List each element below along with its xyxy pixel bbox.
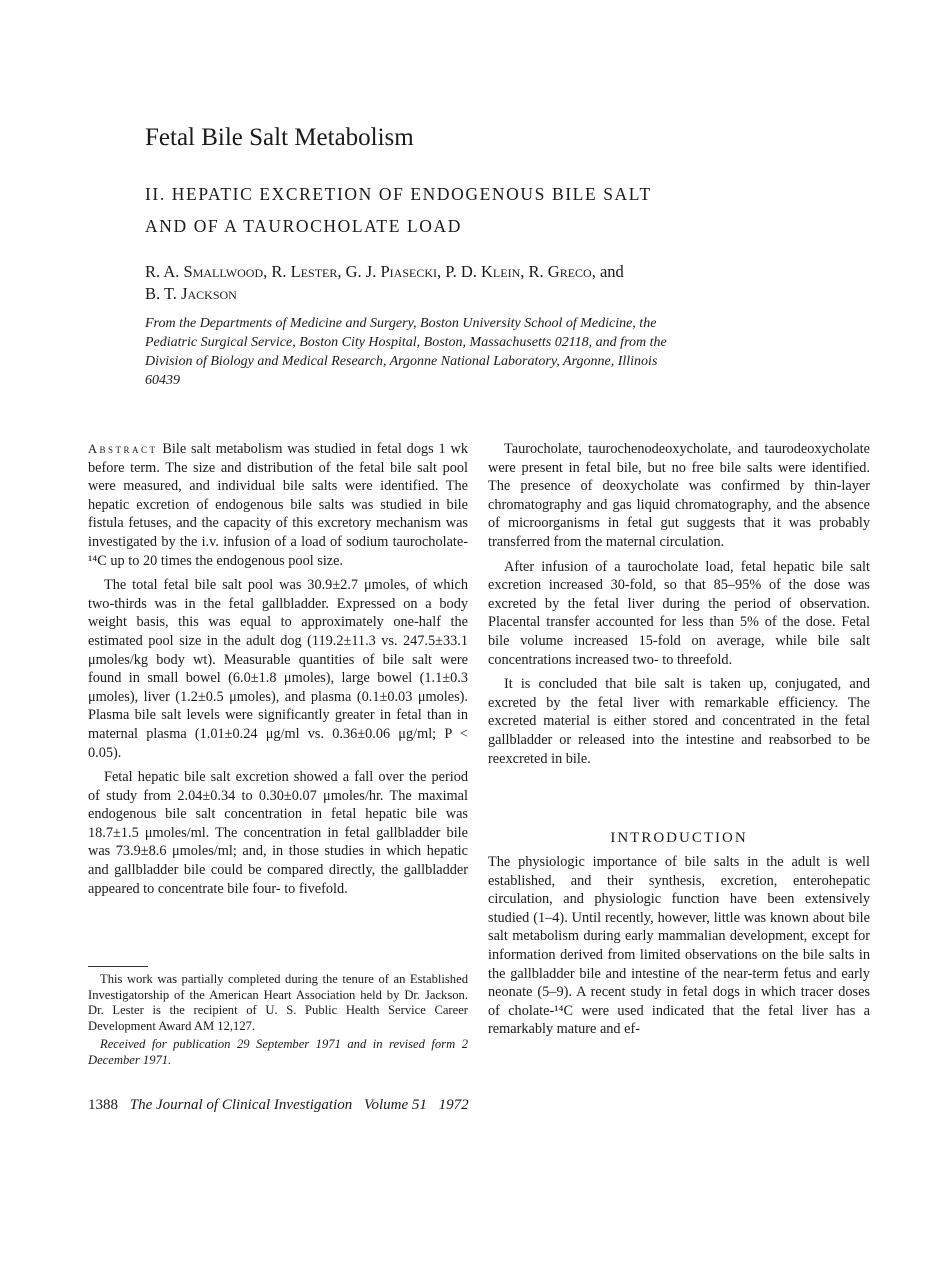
author-list: R. A. Smallwood, R. Lester, G. J. Piasecki, P. D. Klein, R. Greco, and B. T. Jackson [145, 262, 624, 303]
journal-name: The Journal of Clinical Investigation [129, 1097, 353, 1113]
author-conjunction: and [599, 262, 624, 281]
introduction-paragraph: The physiologic importance of bile salts in the adult is well established, and their synthesis, excretion, enterohepatic circulation, and physiologic function have been extensively studied (1–4). Until recently, however, little was known about bile salt metabolism during early mammalian development, except for information derived from limited observations on the bile salts in the gallbladder bile and intestine of the near-term fetus and early neonate (5–9). A recent study in fetal dogs in which tracer doses of cholate-¹⁴C were used indicated that the fetal liver has a remarkably mature and ef- [488, 854, 870, 1038]
footnote-divider [88, 966, 148, 967]
introduction-body [488, 853, 870, 1045]
footnote-received: Received for publication 29 September 1971 and in revised form 2 December 1971. [88, 1037, 468, 1067]
abstract-label: Abstract [88, 442, 158, 456]
left-column [88, 440, 468, 904]
right-column [488, 440, 870, 774]
journal-volume: Volume 51 [363, 1097, 427, 1113]
abstract-text: Bile salt metabolism was studied in fetal dogs 1 wk before term. The size and distribution of the fetal bile salt pool were measured, and individual bile salts were identified. The hepatic excretion of endogenous bile salts was studied in bile fistula fetuses, and the capacity of this excretory mechanism was investigated by the i.v. infusion of a load of sodium taurocholate-¹⁴C up to 20 times the endogenous pool size. [88, 441, 468, 569]
author-name: Jackson [181, 284, 237, 303]
author-name: Lester [290, 262, 338, 281]
abstract-paragraph: The total fetal bile salt pool was 30.9±2.7 μmoles, of which two-thirds was in the fetal gallbladder. Expressed on a body weight basis, this was equal to approximately one-half the estimated pool size in the adult dog (119.2±11.3 vs. 247.5±33.1 μmoles/kg body wt). Measurable quantities of bile salt were found in small bowel (6.0±1.8 μmoles), large bowel (1.1±0.3 μmoles), liver (1.2±0.5 μmoles), and plasma (0.1±0.03 μmoles). Plasma bile salt levels were significantly greater in fetal than in maternal plasma (1.01±0.24 μg/ml vs. 0.36±0.06 μg/ml; P < 0.05). [88, 577, 468, 761]
abstract-paragraph [88, 440, 468, 570]
author-initials: G. J. [345, 262, 377, 281]
author-initials: P. D. [445, 262, 477, 281]
author-initials: B. T. [145, 284, 177, 303]
author-name: Piasecki [380, 262, 437, 281]
subtitle-line-1: II. HEPATIC EXCRETION OF ENDOGENOUS BILE SALT [145, 184, 652, 204]
author-name: Klein [481, 262, 521, 281]
footnote-funding: This work was partially completed during the tenure of an Established Investigatorship of the American Heart Association held by Dr. Jackson. Dr. Lester is the recipient of U. S. Public Health Service Career Development Award AM 12,127. [88, 972, 468, 1033]
author-name: Smallwood [183, 262, 264, 281]
affiliation: From the Departments of Medicine and Surgery, Boston University School of Medicine, the Pediatric Surgical Service, Boston City Hospital, Boston, Massachusetts 02118, and from the Division of Biology and Medical Research, Argonne National Laboratory, Argonne, Illinois 60439 [145, 316, 667, 388]
abstract-paragraph: After infusion of a taurocholate load, fetal hepatic bile salt excretion increased 30-fold, so that 85–95% of the dose was excreted by the fetal liver during the period of observation. Placental transfer accounted for less than 5% of the dose. Fetal bile volume increased 15-fold on average, while bile salt concentrations increased two- to threefold. [488, 558, 870, 668]
author-initials: R. [271, 262, 287, 281]
article-subtitle [145, 178, 705, 242]
author-initials: R. A. [145, 262, 180, 281]
footnotes [88, 972, 468, 1071]
abstract-paragraph: Fetal hepatic bile salt excretion showed a fall over the period of study from 2.04±0.34 to 0.30±0.07 μmoles/hr. The maximal endogenous bile salt concentration in fetal hepatic bile was 18.7±1.5 μmoles/ml. The concentration in fetal gallbladder bile was 73.9±8.6 μmoles/ml; and, in those studies in which hepatic and gallbladder bile could be compared directly, the gallbladder appeared to concentrate bile four- to fivefold. [88, 769, 468, 897]
author-name: Greco [547, 262, 592, 281]
subtitle-line-2: AND OF A TAUROCHOLATE LOAD [145, 216, 462, 236]
article-title: Fetal Bile Salt Metabolism [145, 124, 414, 151]
abstract-paragraph: Taurocholate, taurochenodeoxycholate, and taurodeoxycholate were present in fetal bile, but no free bile salts were identified. The presence of deoxycholate was confirmed by thin-layer chromatography and gas liquid chromatography, and the absence of microorganisms in fetal gut suggests that it was probably transferred from the maternal circulation. [488, 441, 870, 550]
journal-year: 1972 [438, 1097, 469, 1113]
page-number: 1388 [88, 1097, 118, 1113]
abstract-paragraph: It is concluded that bile salt is taken up, conjugated, and excreted by the fetal liver with remarkable efficiency. The excreted material is either stored and concentrated in the fetal gallbladder or released into the intestine and reabsorbed to be reexcreted in bile. [488, 676, 870, 767]
introduction-heading: INTRODUCTION [610, 830, 748, 846]
author-initials: R. [528, 262, 544, 281]
page-footer [88, 1097, 477, 1114]
